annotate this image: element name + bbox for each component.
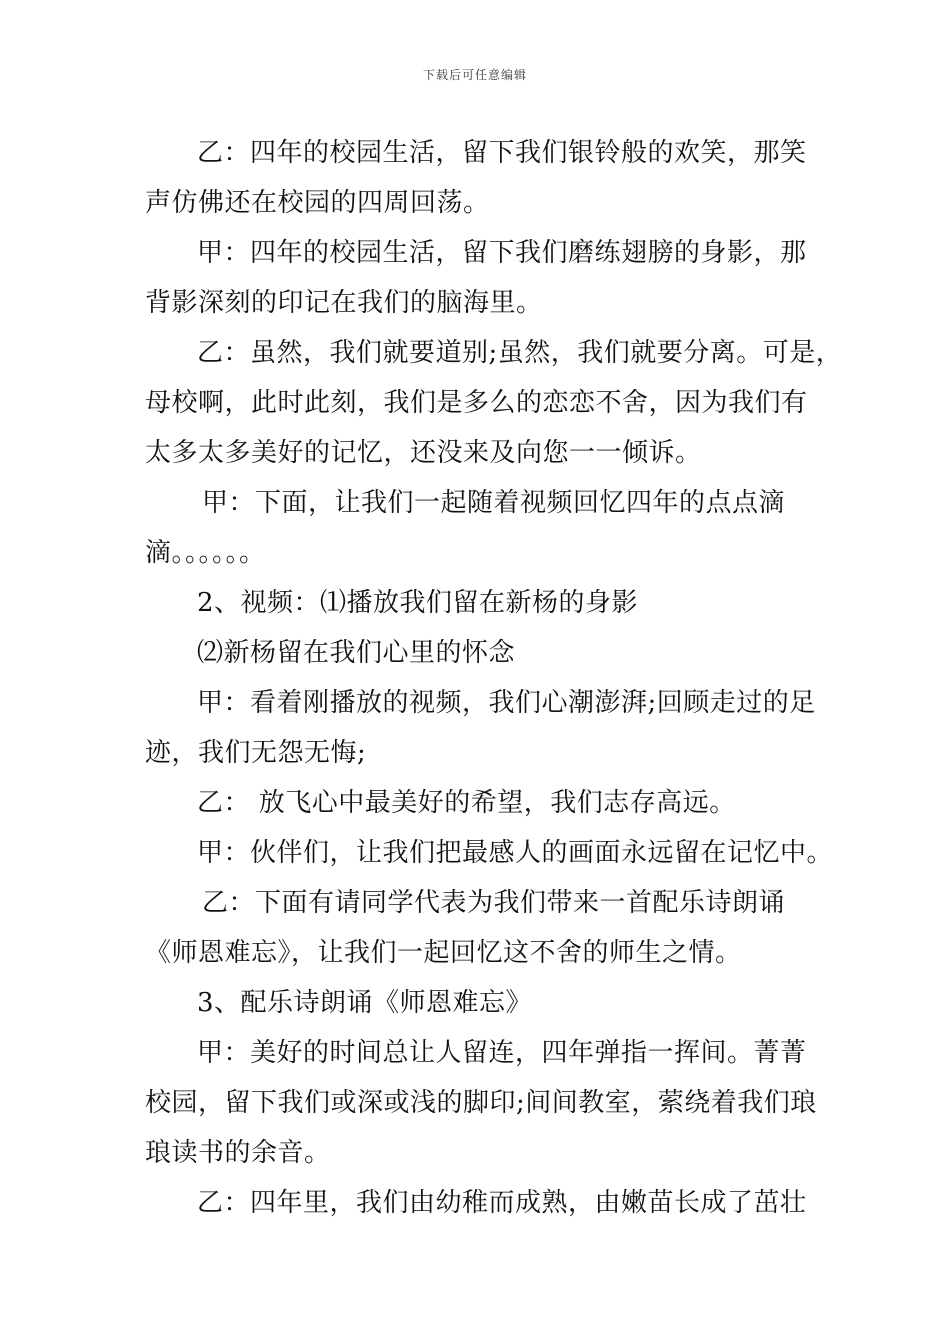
text-line: 乙：下面有请同学代表为我们带来一首配乐诗朗诵: [202, 888, 786, 918]
text-line: ⑵新杨留在我们心里的怀念: [197, 638, 516, 668]
text-line: 滴。。。。。。: [145, 538, 266, 568]
text-line: 甲：伙伴们，让我们把最感人的画面永远留在记忆中。: [197, 838, 834, 868]
text-line: 迹，我们无怨无悔;: [145, 738, 367, 768]
text-line: 乙：虽然，我们就要道别;虽然，我们就要分离。可是，: [197, 338, 843, 368]
text-line: 声仿佛还在校园的四周回荡。: [145, 188, 490, 218]
text-line: 《师恩难忘》，让我们一起回忆这不舍的师生之情。: [145, 938, 742, 968]
page-header-note: 下载后可任意编辑: [422, 68, 527, 82]
text-line: 3、配乐诗朗诵《师恩难忘》: [197, 988, 533, 1018]
document-body: [145, 128, 843, 1228]
text-line: 太多太多美好的记忆，还没来及向您一一倾诉。: [145, 438, 702, 468]
text-line: 校园，留下我们或深或浅的脚印;间间教室，萦绕着我们琅: [145, 1088, 817, 1118]
text-line: 甲：看着刚播放的视频，我们心潮澎湃;回顾走过的足: [197, 688, 816, 718]
text-line: 背影深刻的印记在我们的脑海里。: [145, 288, 543, 318]
text-line: 琅读书的余音。: [145, 1138, 331, 1168]
text-line: 2、视频：⑴播放我们留在新杨的身影: [197, 588, 639, 618]
text-line: 母校啊，此时此刻，我们是多么的恋恋不舍，因为我们有: [145, 388, 808, 418]
text-line: 甲：下面，让我们一起随着视频回忆四年的点点滴: [202, 488, 786, 518]
text-line: 甲：四年的校园生活，留下我们磨练翅膀的身影，那: [197, 238, 807, 268]
text-line: 乙：四年的校园生活，留下我们银铃般的欢笑，那笑: [197, 138, 807, 168]
text-line: 乙：四年里，我们由幼稚而成熟，由嫩苗长成了茁壮: [197, 1188, 807, 1218]
text-line: 甲：美好的时间总让人留连，四年弹指一挥间。菁菁: [197, 1038, 807, 1068]
text-line: 乙： 放飞心中最美好的希望，我们志存高远。: [197, 788, 736, 818]
